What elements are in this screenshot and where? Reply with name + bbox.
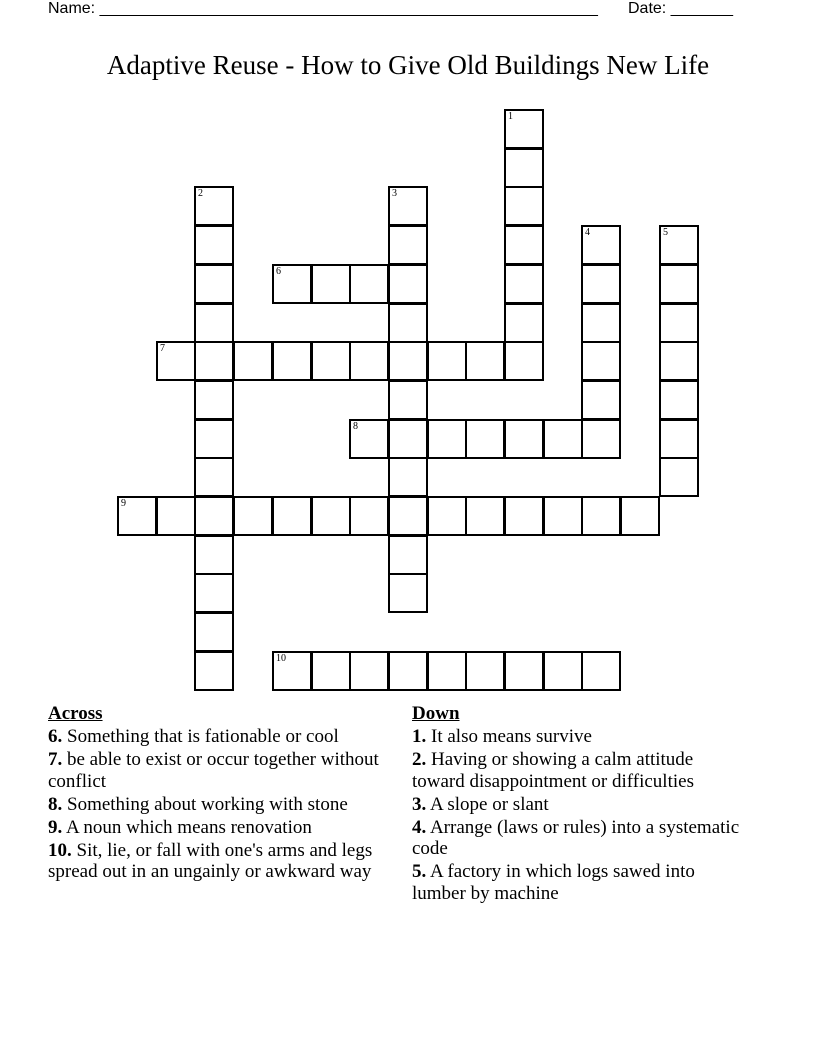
grid-cell[interactable] (388, 496, 428, 536)
grid-cell[interactable] (388, 651, 428, 691)
grid-cell[interactable] (388, 573, 428, 613)
grid-cell[interactable] (581, 419, 621, 459)
clue-text: It also means survive (431, 726, 592, 747)
clue-number: 6. (48, 726, 63, 747)
across-clue-9 (48, 817, 398, 839)
grid-cell[interactable] (311, 341, 351, 381)
grid-cell[interactable] (194, 264, 234, 304)
grid-cell[interactable] (581, 380, 621, 420)
grid-cell[interactable] (427, 496, 467, 536)
grid-cell[interactable] (272, 651, 312, 691)
grid-cell[interactable] (388, 457, 428, 497)
grid-cell[interactable] (504, 148, 544, 188)
grid-cell[interactable] (504, 419, 544, 459)
grid-cell[interactable] (349, 264, 389, 304)
puzzle-title: Adaptive Reuse - How to Give Old Buildings New Life (106, 50, 710, 80)
clue-number-label: 6 (276, 266, 281, 277)
down-heading: Down (412, 703, 460, 724)
grid-cell[interactable] (311, 264, 351, 304)
grid-cell[interactable] (388, 380, 428, 420)
grid-cell[interactable] (504, 225, 544, 265)
grid-cell[interactable] (659, 303, 699, 343)
grid-cell[interactable] (156, 341, 196, 381)
grid-cell[interactable] (272, 264, 312, 304)
grid-cell[interactable] (311, 651, 351, 691)
grid-cell[interactable] (117, 496, 157, 536)
across-clues (48, 703, 398, 884)
grid-cell[interactable] (156, 496, 196, 536)
clue-text: Sit, lie, or fall with one's arms and legs spread out in an ungainly or awkward way (48, 839, 373, 882)
grid-cell[interactable] (194, 612, 234, 652)
clue-number-label: 3 (392, 188, 397, 199)
across-clue-10 (48, 840, 398, 883)
clue-number: 3. (412, 793, 427, 815)
grid-cell[interactable] (465, 341, 505, 381)
grid-cell[interactable] (543, 651, 583, 691)
grid-cell[interactable] (233, 341, 273, 381)
grid-cell[interactable] (659, 341, 699, 381)
clue-number-label: 2 (198, 188, 203, 199)
clue-text: be able to exist or occur together without conflict (48, 749, 379, 792)
grid-cell[interactable] (388, 419, 428, 459)
clue-number: 10. (48, 839, 72, 861)
clue-number: 7. (48, 749, 63, 770)
grid-cell[interactable] (194, 651, 234, 691)
grid-cell[interactable] (581, 496, 621, 536)
grid-cell[interactable] (659, 380, 699, 420)
grid-cell[interactable] (194, 496, 234, 536)
grid-cell[interactable] (504, 109, 544, 149)
grid-cell[interactable] (194, 225, 234, 265)
clue-number-label: 7 (160, 343, 165, 354)
grid-cell[interactable] (349, 341, 389, 381)
clue-text: Having or showing a calm attitude toward disappointment or difficulties (412, 749, 694, 792)
grid-cell[interactable] (659, 264, 699, 304)
down-clues (412, 703, 742, 906)
down-clue-1 (412, 726, 742, 748)
clue-text: Something about working with stone (67, 793, 348, 815)
grid-cell[interactable] (388, 264, 428, 304)
clue-text: A factory in which logs sawed into lumber by machine (412, 861, 695, 904)
grid-cell[interactable] (388, 535, 428, 575)
down-clue-3 (412, 794, 742, 816)
grid-cell[interactable] (349, 496, 389, 536)
grid-cell[interactable] (194, 186, 234, 226)
grid-cell[interactable] (543, 496, 583, 536)
clue-number-label: 4 (585, 227, 590, 238)
across-clue-8 (48, 794, 398, 816)
clue-number: 5. (412, 861, 427, 882)
grid-cell[interactable] (620, 496, 660, 536)
grid-cell[interactable] (194, 341, 234, 381)
grid-cell[interactable] (388, 303, 428, 343)
clue-number: 1. (412, 726, 427, 747)
grid-cell[interactable] (581, 303, 621, 343)
clue-number-label: 5 (663, 227, 668, 238)
grid-cell[interactable] (427, 341, 467, 381)
clue-number-label: 10 (276, 653, 286, 664)
grid-cell[interactable] (581, 341, 621, 381)
down-clue-2 (412, 749, 742, 792)
clue-number: 9. (48, 816, 63, 838)
clue-number-label: 9 (121, 498, 126, 509)
clue-number: 4. (412, 816, 427, 838)
grid-cell[interactable] (272, 341, 312, 381)
down-clue-4 (412, 817, 742, 860)
grid-cell[interactable] (581, 225, 621, 265)
grid-cell[interactable] (233, 496, 273, 536)
grid-cell[interactable] (311, 496, 351, 536)
grid-cell[interactable] (504, 341, 544, 381)
grid-cell[interactable] (504, 186, 544, 226)
grid-cell[interactable] (659, 225, 699, 265)
grid-cell[interactable] (465, 496, 505, 536)
clue-number: 8. (48, 793, 63, 815)
grid-cell[interactable] (581, 264, 621, 304)
grid-cell[interactable] (194, 457, 234, 497)
grid-cell[interactable] (427, 419, 467, 459)
across-clue-6 (48, 726, 398, 748)
grid-cell[interactable] (272, 496, 312, 536)
grid-cell[interactable] (194, 380, 234, 420)
grid-cell[interactable] (194, 419, 234, 459)
grid-cell[interactable] (194, 303, 234, 343)
grid-cell[interactable] (349, 419, 389, 459)
grid-cell[interactable] (504, 496, 544, 536)
down-clue-5 (412, 861, 742, 904)
across-clue-7 (48, 749, 398, 792)
clue-text: Something that is fationable or cool (67, 726, 339, 747)
grid-cell[interactable] (581, 651, 621, 691)
grid-cell[interactable] (388, 225, 428, 265)
grid-cell[interactable] (659, 457, 699, 497)
date-field-label: Date: _______ (628, 0, 733, 17)
clue-number: 2. (412, 749, 427, 770)
clue-text: A slope or slant (429, 793, 549, 815)
grid-cell[interactable] (388, 341, 428, 381)
grid-cell[interactable] (543, 419, 583, 459)
clue-text: A noun which means renovation (65, 816, 312, 838)
grid-cell[interactable] (349, 651, 389, 691)
grid-cell[interactable] (504, 651, 544, 691)
clue-number-label: 1 (508, 111, 513, 122)
grid-cell[interactable] (194, 573, 234, 613)
clue-text: Arrange (laws or rules) into a systematic code (412, 816, 740, 859)
grid-cell[interactable] (504, 303, 544, 343)
clue-number-label: 8 (353, 421, 358, 432)
name-field-label: Name: ________________________________________________________ (48, 0, 598, 17)
grid-cell[interactable] (465, 651, 505, 691)
grid-cell[interactable] (659, 419, 699, 459)
grid-cell[interactable] (194, 535, 234, 575)
grid-cell[interactable] (504, 264, 544, 304)
across-heading: Across (48, 703, 103, 724)
grid-cell[interactable] (427, 651, 467, 691)
grid-cell[interactable] (465, 419, 505, 459)
grid-cell[interactable] (388, 186, 428, 226)
